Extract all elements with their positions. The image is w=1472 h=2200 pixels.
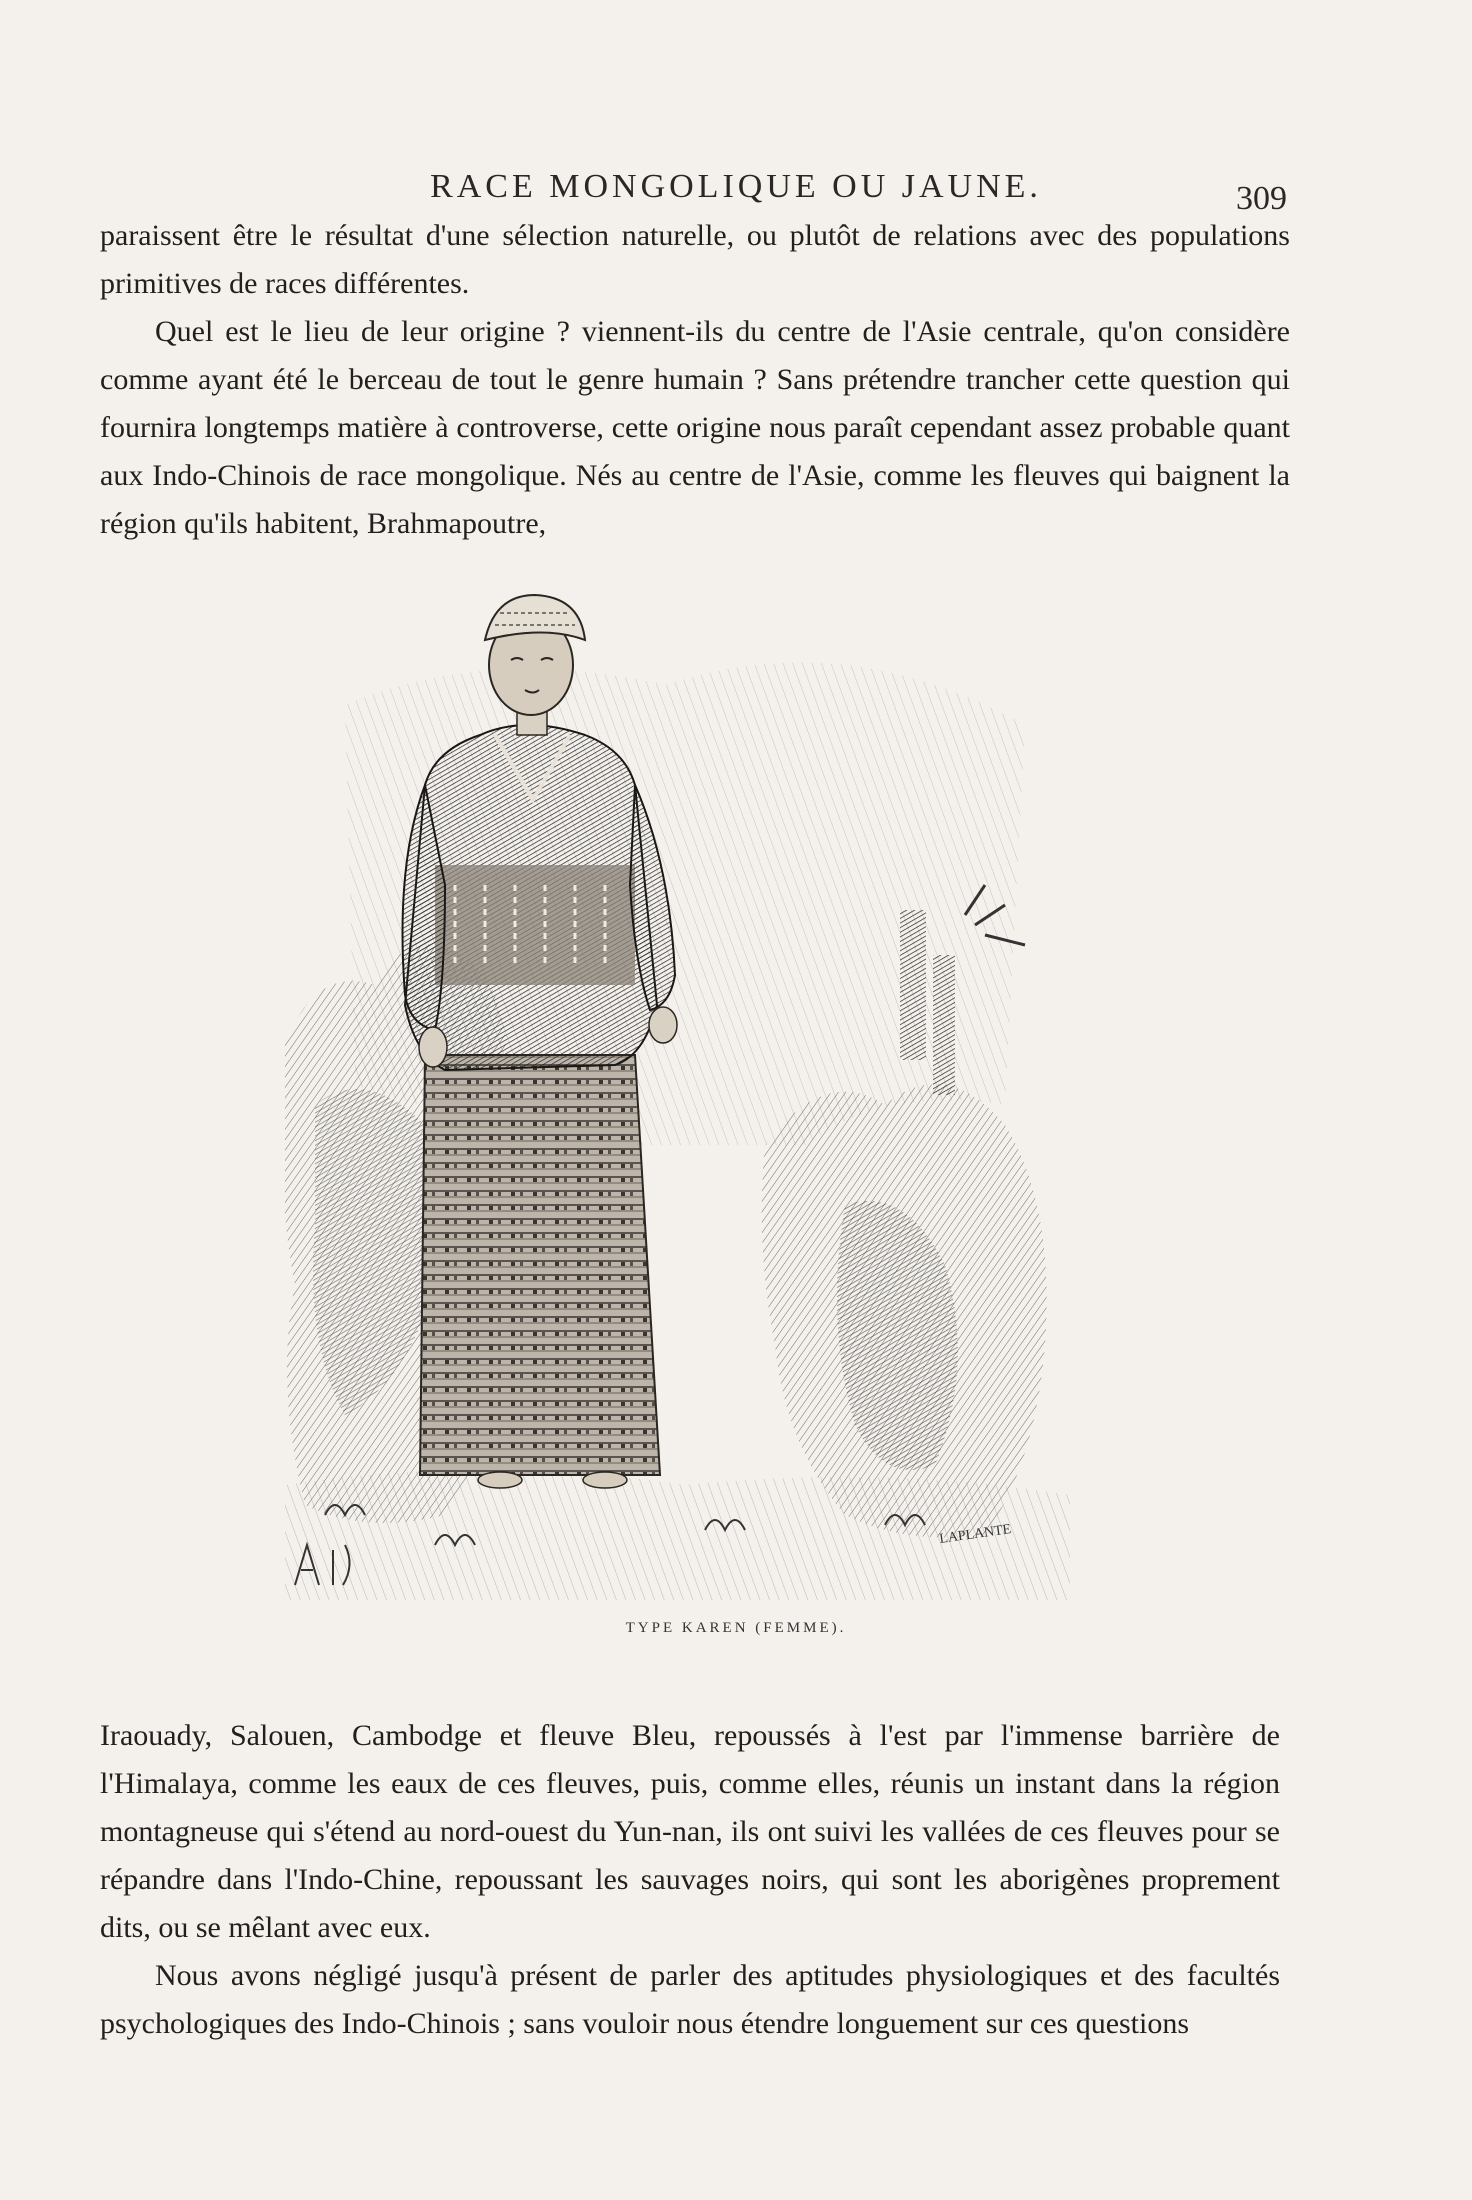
woman-hand-left bbox=[419, 1027, 447, 1067]
text-block-bottom bbox=[100, 1712, 1280, 2048]
tree-stump bbox=[933, 955, 955, 1095]
tree-stump bbox=[900, 910, 926, 1060]
woman-turban bbox=[485, 595, 585, 640]
paragraph: Nous avons négligé jusqu'à présent de parler des aptitudes physiologiques et des facultés psychologiques des Indo-Chinois ; sans vouloir nous étendre longuement sur ces questions bbox=[100, 1959, 1280, 2040]
running-title: RACE MONGOLIQUE OU JAUNE. bbox=[430, 168, 1042, 205]
paragraph: paraissent être le résultat d'une sélection naturelle, ou plutôt de relations avec des populations primitives de races différentes. bbox=[100, 219, 1290, 300]
woman-skirt bbox=[420, 1055, 660, 1475]
woman-foot bbox=[583, 1472, 627, 1488]
text-block-top bbox=[100, 212, 1290, 548]
paragraph: Quel est le lieu de leur origine ? viennent-ils du centre de l'Asie centrale, qu'on considère comme ayant été le berceau de tout le genre humain ? Sans prétendre trancher cette question qui fournira longtemps matière à controverse, cette origine nous paraît cependant assez probable quant aux Indo-Chinois de race mongolique. Nés au centre de l'Asie, comme les fleuves qui baignent la région qu'ils habitent, Brahmapoutre, bbox=[100, 315, 1290, 540]
figure-caption: TYPE KAREN (FEMME). bbox=[625, 1620, 847, 1636]
engraving-karen-woman bbox=[285, 585, 1070, 1600]
woman-hand-right bbox=[649, 1007, 677, 1043]
engraver-signature: LAPLANTE bbox=[938, 1522, 1013, 1547]
paragraph: Iraouady, Salouen, Cambodge et fleuve Bleu, repoussés à l'est par l'immense barrière de l'Himalaya, comme les eaux de ces fleuves, puis, comme elles, réunis un instant dans la région montagneuse qui s'étend au nord-ouest du Yun-nan, ils ont suivi les vallées de ces fleuves pour se répandre dans l'Indo-Chine, repoussant les sauvages noirs, qui sont les aborigènes proprement dits, ou se mêlant avec eux. bbox=[100, 1719, 1280, 1944]
woman-foot bbox=[478, 1472, 522, 1488]
page-number: 309 bbox=[1236, 180, 1287, 217]
